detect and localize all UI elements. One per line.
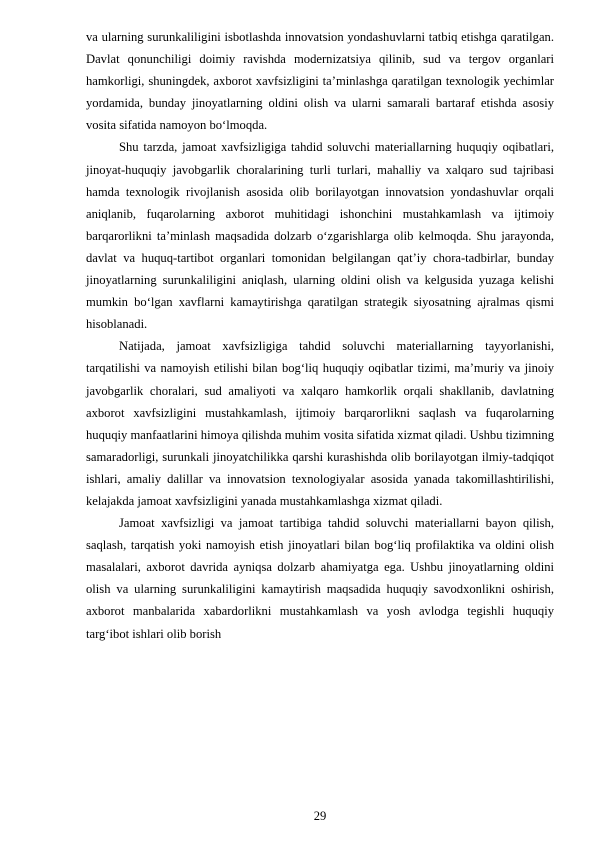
paragraph-huquqiy-oqibatlar: Shu tarzda, jamoat xavfsizligiga tahdid soluvchi materiallarning huquqiy oqibatlari, jinoyat-huquqiy javobgarlik choralarining turli turlari, mahalliy va xalqaro sud tajribasi hamda texnologik rivojlanish asosida olib borilayotgan innovatsion yondashuvlar orqali aniqlanib, fuqarolarning axborot muhitidagi ishonchini mustahkamlash va ijtimoiy barqarorlikni taʼminlash maqsadida dolzarb oʻzgarishlarga olib kelmoqda. Shu jarayonda, davlat va huquq-tartibot organlari tomonidan belgilangan qatʼiy chora-tadbirlar, bunday jinoyatlarning surunkaliligini aniqlash, ularning oldini olish va kelgusida yuzaga kelishi mumkin boʻlgan xavflarni kamaytirishga qaratilgan strategik siyosatning ajralmas qismi hisoblanadi. [86,140,554,332]
document-page [86,26,554,645]
paragraph-continuation: va ularning surunkaliligini isbotlashda innovatsion yondashuvlarni tatbiq etishga qaratilgan. Davlat qonunchiligi doimiy ravishda modernizatsiya qilinib, sud va tergov organlari hamkorligi, shuningdek, axborot xavfsizligini taʼminlashga qaratilgan texnologik yechimlar yordamida, bunday jinoyatlarning oldini olish va ularni samarali bartaraf etishda asosiy vosita sifatida namoyon boʻlmoqda. [86,30,554,133]
page-number: 29 [313,809,327,823]
paragraph-natijada: Natijada, jamoat xavfsizligiga tahdid soluvchi materiallarning tayyorlanishi, tarqatilishi va namoyish etilishi bilan bogʻliq huquqiy oqibatlar tizimi, maʼmuriy va jinoiy javobgarlik choralari, sud amaliyoti va xalqaro hamkorlik orqali shakllanib, davlatning axborot xavfsizligini mustahkamlash, ijtimoiy barqarorlikni saqlash va fuqarolarning huquqiy manfaatlarini himoya qilishda muhim vosita sifatida xizmat qiladi. Ushbu tizimning samaradorligi, surunkali jinoyatchilikka qarshi kurashishda olib borilayotgan ilmiy-tadqiqot ishlari, amaliy dalillar va innovatsion texnologiyalar asosida yanada takomillashtirilishi, kelajakda jamoat xavfsizligini yanada mustahkamlashga xizmat qiladi. [86,339,554,508]
paragraph-profilaktika: Jamoat xavfsizligi va jamoat tartibiga tahdid soluvchi materiallarni bayon qilish, saqlash, tarqatish yoki namoyish etish jinoyatlari bilan bogʻliq profilaktika va oldini olish masalalari, axborot davrida ayniqsa dolzarb ahamiyatga ega. Ushbu jinoyatlarning oldini olish va ularning surunkaliligini kamaytirish maqsadida huquqiy savodxonlikni oshirish, axborot manbalarida xabardorlikni mustahkamlash va yosh avlodga tegishli huquqiy targʻibot ishlari olib borish [86,516,554,641]
